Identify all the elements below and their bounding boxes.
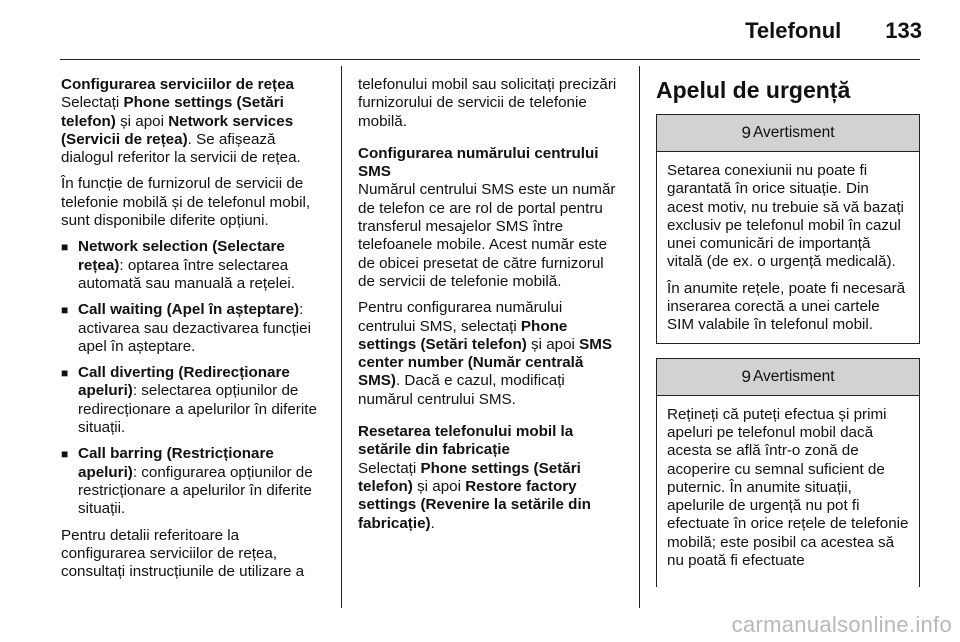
warning-header (657, 359, 919, 396)
menu-ref: SMS center number (Număr centrală SMS) (358, 335, 613, 390)
text: Selectați (358, 459, 421, 477)
text: și apoi (115, 112, 169, 130)
bullet-title: Call waiting (Apel în așteptare) (78, 301, 300, 319)
column-1 (61, 76, 326, 589)
bullet-call-waiting (61, 301, 326, 356)
paragraph-sms-center: Numărul centrului SMS este un număr de telefon ce are rol de portal pentru transferul mesajelor SMS între telefoanele mobile. Acest număr este de obicei presetat de către furnizorul de servicii de telefonie mobilă. (358, 181, 616, 290)
menu-ref: Phone settings (Setări telefon) (358, 459, 581, 495)
section-heading-network-services: Configurarea serviciilor de rețea (61, 76, 294, 93)
text: și apoi (526, 335, 580, 353)
text: . Dacă e cazul, modificați numărul centrului SMS. (358, 372, 565, 408)
page-number: 133 (885, 18, 922, 43)
section-title-emergency-call: Apelul de urgență (656, 77, 851, 103)
text: și apoi (412, 477, 466, 495)
warning-text: În anumite rețele, poate fi necesară inserarea corectă a unei cartele SIM valabile în telefonul mobil. (667, 279, 906, 334)
warning-icon: 9 (741, 366, 751, 386)
warning-icon: 9 (741, 122, 751, 142)
bullet-text: : optarea între selectarea automată sau manuală a rețelei. (78, 256, 295, 292)
bullet-text: : configurarea opțiunilor de restricționare a apelurilor în diferite situații. (78, 463, 313, 518)
section-heading-sms-center: Configurarea numărului centrului SMS (358, 144, 599, 181)
bullet-network-selection (61, 238, 326, 293)
column-3 (656, 76, 920, 601)
warning-header (657, 115, 919, 152)
bullet-title: Call barring (Restricționare apeluri) (78, 445, 274, 481)
bullet-title: Network selection (Selectare rețea) (78, 238, 285, 274)
warning-box-2 (656, 358, 920, 587)
warning-label: Avertisment (752, 123, 835, 141)
bullet-title: Call diverting (Redirecționare apeluri) (78, 364, 290, 400)
paragraph-factory-reset (358, 460, 623, 533)
bullet-text: : selectarea opțiunilor de redirecționare a apelurilor în diferite situații. (78, 382, 317, 437)
column-divider-1 (341, 66, 342, 608)
paragraph-sms-config (358, 299, 623, 409)
menu-ref: Network services (Servicii de rețea) (61, 112, 294, 148)
menu-ref: Restore factory settings (Revenire la setările din fabricație) (358, 477, 591, 532)
warning-text: Rețineți că puteți efectua și primi apeluri pe telefonul mobil dacă acesta se află într-o zonă de acoperire cu semnal suficient de puternic. În anumite situații, apelurile de urgență nu pot fi efectuate în orice rețele de telefonie mobilă; este posibil ca acestea să nu poată fi efectuate (667, 405, 909, 570)
text: Selectați (61, 94, 124, 112)
text: Pentru configurarea numărului centrului SMS, selectați (358, 299, 563, 335)
menu-ref: Phone settings (Setări telefon) (358, 317, 568, 353)
paragraph-options: În funcție de furnizorul de servicii de telefonie mobilă și de telefonul mobil, sunt disponibile diferite opțiuni. (61, 175, 311, 230)
chapter-title: Telefonul (745, 18, 842, 43)
bullet-text: : activarea sau dezactivarea funcției apel în așteptare. (78, 301, 312, 355)
menu-ref: Phone settings (Setări telefon) (61, 94, 284, 130)
watermark: carmanualsonline.info (731, 612, 952, 637)
column-divider-2 (639, 66, 640, 608)
paragraph-details: Pentru detalii referitoare la configurarea serviciilor de rețea, consultați instrucțiunile de utilizare a (61, 526, 305, 581)
column-2 (358, 76, 623, 541)
warning-text: Setarea conexiunii nu poate fi garantată în orice situație. Din acest motiv, nu trebuie să vă bazați exclusiv pe telefonul mobil în cazul unei comunicări de importanță vitală (de ex. o urgență medicală). (667, 162, 904, 271)
warning-body (657, 152, 919, 343)
page-header (745, 18, 922, 44)
warning-body (657, 396, 919, 587)
paragraph-continued: telefonului mobil sau solicitați precizări furnizorului de servicii de telefonie mobilă. (358, 76, 617, 130)
section-heading-factory-reset: Resetarea telefonului mobil la setările din fabricație (358, 423, 574, 459)
warning-box-1 (656, 114, 920, 344)
text: . Se afișează dialogul referitor la servicii de rețea. (61, 130, 301, 167)
text: . (430, 514, 435, 532)
warning-label: Avertisment (752, 367, 835, 385)
bullet-call-barring (61, 445, 326, 518)
paragraph-network-select (61, 94, 326, 167)
bullet-call-diverting (61, 364, 326, 437)
header-rule (60, 59, 920, 60)
